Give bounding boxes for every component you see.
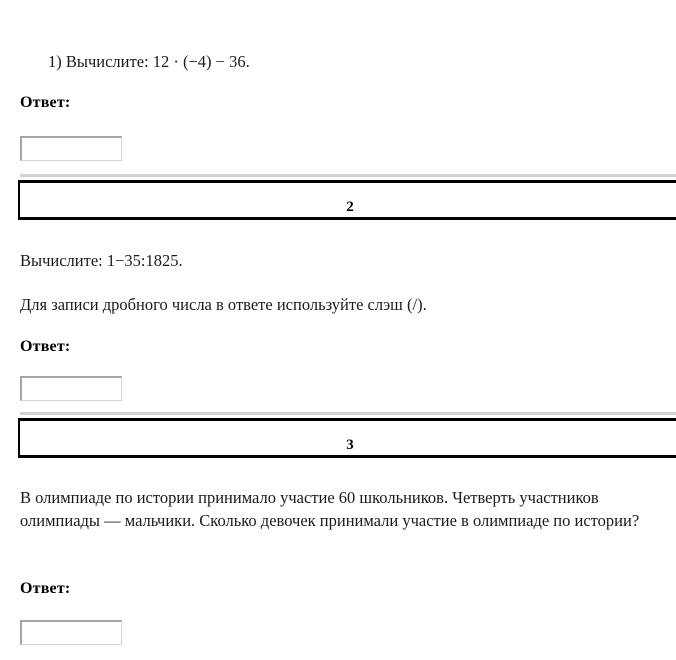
task-1-question: 1) Вычислите: 12 · (−4) − 36. (48, 52, 250, 71)
task-2-answer-label: Ответ: (20, 338, 71, 355)
section-box-2 (18, 180, 676, 220)
section-header-2 (0, 174, 676, 226)
section-number-2: 2 (346, 199, 354, 215)
task-2-question: Вычислите: 1−35:1825. (20, 251, 183, 270)
task-3-answer-input[interactable] (20, 620, 122, 645)
section-header-3 (0, 412, 676, 464)
task-1-answer-label: Ответ: (20, 94, 71, 111)
section-number-3: 3 (346, 437, 354, 453)
task-3-answer-label: Ответ: (20, 580, 71, 597)
task-2-answer-input[interactable] (20, 376, 122, 401)
section-rule-2 (20, 174, 676, 177)
task-2-hint: Для записи дробного числа в ответе используйте слэш (/). (20, 295, 427, 314)
section-rule-3 (20, 412, 676, 415)
task-1-answer-input[interactable] (20, 136, 122, 161)
task-3-question: В олимпиаде по истории принимало участие 60 школьников. Четверть участников олимпиады — мальчики. Сколько девочек принимали участие в олимпиаде по истории? (20, 488, 640, 530)
section-box-3 (18, 418, 676, 458)
